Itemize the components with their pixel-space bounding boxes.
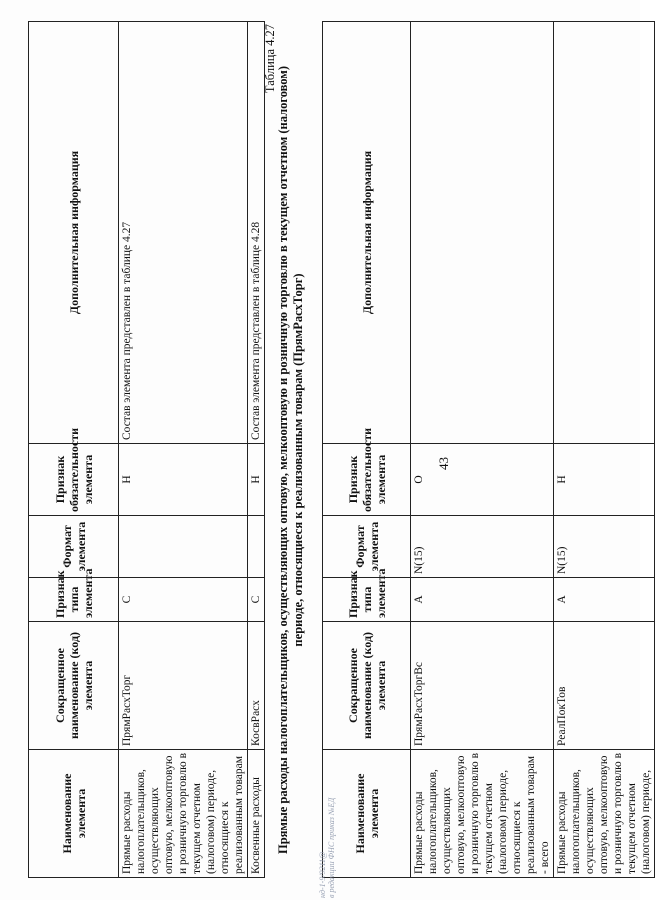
cell-req: Н bbox=[554, 444, 655, 516]
stamp-line: нд-1-9/9211@ bbox=[318, 851, 327, 898]
cell-type: А bbox=[554, 578, 655, 622]
table-caption: Прямые расходы налогоплательщиков, осуществляющих оптовую, мелкооптовую и розничную торговлю в текущем отчетном (налоговом) периоде, относящиеся к реализованным товарам (ПрямРасхТорг) bbox=[276, 66, 305, 854]
cell-format: N(15) bbox=[411, 516, 554, 578]
cell-type: С bbox=[248, 578, 265, 622]
header-name: Наименование элемента bbox=[29, 750, 119, 878]
cell-code: ПрямРасхТорг bbox=[119, 622, 248, 750]
cell-info: Состав элемента представлен в таблице 4.28 bbox=[248, 22, 265, 444]
cell-format bbox=[119, 516, 248, 578]
table-header-row bbox=[323, 22, 411, 878]
cell-name: Прямые расходы налогоплательщиков, осуществляющих оптовую, мелкооптовую и розничную торговлю в текущем отчетном (налоговом) периоде, относящиеся к реализованным товарам bbox=[119, 750, 248, 878]
cell-req: О bbox=[411, 444, 554, 516]
stamp-line: в редакции ФНС приказ №ЕД bbox=[327, 797, 336, 898]
cell-req: Н bbox=[119, 444, 248, 516]
cell-name: Косвенные расходы bbox=[248, 750, 265, 878]
table-number: Таблица 4.27 bbox=[263, 24, 277, 94]
table-row bbox=[248, 22, 265, 878]
cell-format bbox=[248, 516, 265, 578]
table-row bbox=[411, 22, 554, 878]
table-header-row bbox=[29, 22, 119, 878]
cell-name: Прямые расходы налогоплательщиков, осуществляющих оптовую, мелкооптовую и розничную торговлю в текущем отчетном (налоговом) периоде, bbox=[554, 750, 655, 878]
cell-info bbox=[554, 22, 655, 444]
page-number: 43 bbox=[436, 457, 451, 470]
cell-info: Состав элемента представлен в таблице 4.27 bbox=[119, 22, 248, 444]
cell-req: Н bbox=[248, 444, 265, 516]
header-format: Формат элемента bbox=[323, 516, 411, 578]
table-row bbox=[554, 22, 655, 878]
cell-name: Прямые расходы налогоплательщиков, осуществляющих оптовую, мелкооптовую и розничную торговлю в текущем отчетном (налоговом) периоде, относящиеся к реализованным товарам - всего bbox=[411, 750, 554, 878]
header-req: Признак обязательности элемента bbox=[323, 444, 411, 516]
elements-table-bottom bbox=[322, 21, 655, 878]
cell-type: С bbox=[119, 578, 248, 622]
header-name: Наименование элемента bbox=[323, 750, 411, 878]
header-type: Признак типа элемента bbox=[29, 578, 119, 622]
cell-code: ПрямРасхТоргВс bbox=[411, 622, 554, 750]
cell-type: А bbox=[411, 578, 554, 622]
header-type: Признак типа элемента bbox=[323, 578, 411, 622]
header-info: Дополнительная информация bbox=[323, 22, 411, 444]
header-info: Дополнительная информация bbox=[29, 22, 119, 444]
header-format: Формат элемента bbox=[29, 516, 119, 578]
cell-code: КосвРасх bbox=[248, 622, 265, 750]
cell-format: N(15) bbox=[554, 516, 655, 578]
cell-info bbox=[411, 22, 554, 444]
header-code: Сокращенное наименование (код) элемента bbox=[323, 622, 411, 750]
elements-table-top bbox=[28, 21, 265, 878]
header-req: Признак обязательности элемента bbox=[29, 444, 119, 516]
header-code: Сокращенное наименование (код) элемента bbox=[29, 622, 119, 750]
registration-stamp bbox=[318, 798, 336, 898]
table-row bbox=[119, 22, 248, 878]
cell-code: РеалПокТов bbox=[554, 622, 655, 750]
